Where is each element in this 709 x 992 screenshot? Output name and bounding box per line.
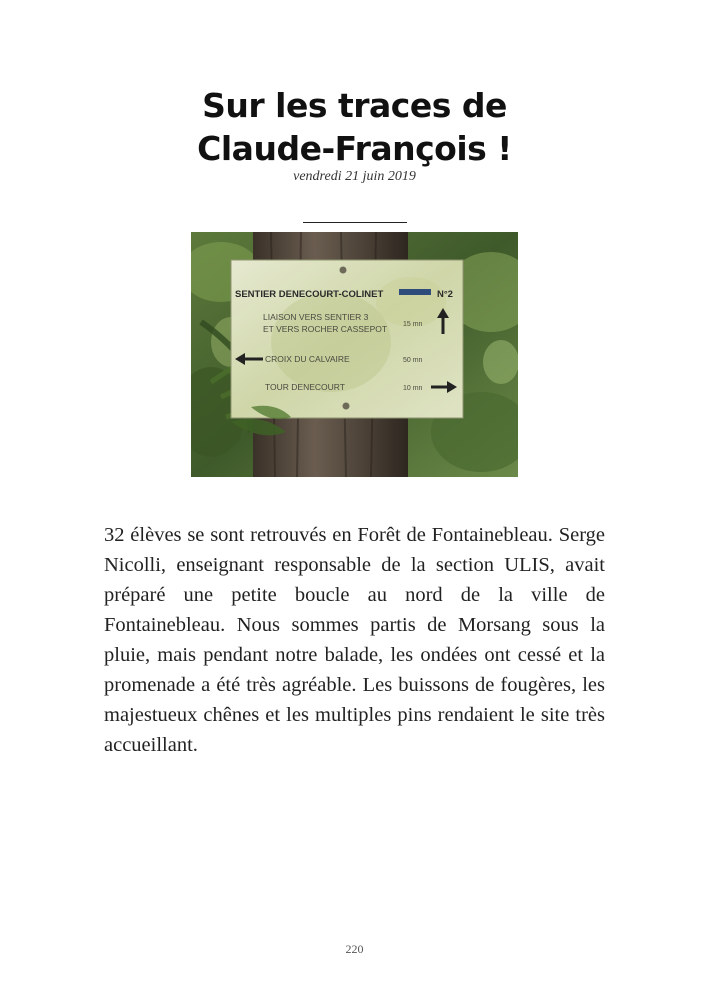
screw-top <box>340 267 347 274</box>
route2-label: CROIX DU CALVAIRE <box>265 354 350 364</box>
route1-line1: LIAISON VERS SENTIER 3 <box>263 312 369 322</box>
page-title <box>0 84 709 170</box>
title-line-1: Sur les traces de <box>202 86 507 125</box>
route3-label: TOUR DENECOURT <box>265 382 345 392</box>
article-paragraph: 32 élèves se sont retrouvés en Forêt de Fontainebleau. Serge Nicolli, enseignant responsable de la section ULIS, avait préparé une petite boucle au nord de la ville de Fontainebleau. Nous sommes partis de Morsang sous la pluie, mais pendant notre balade, les ondées ont cessé et la promenade a été très agréable. Les buissons de fougères, les majestueux chênes et les multiples pins rendaient le site très accueillant. <box>104 524 605 756</box>
route3-time: 10 mn <box>403 385 423 392</box>
trail-sign-photo <box>191 232 518 477</box>
title-line-2: Claude-François ! <box>197 129 512 168</box>
page-number: 220 <box>345 942 364 956</box>
route1-line2: ET VERS ROCHER CASSEPOT <box>263 324 388 334</box>
article-date: vendredi 21 juin 2019 <box>293 169 416 184</box>
blue-trail-mark <box>399 289 431 295</box>
route1-time: 15 mn <box>403 321 423 328</box>
sign-title: SENTIER DENECOURT-COLINET <box>235 289 384 300</box>
screw-bottom <box>343 403 350 410</box>
route2-time: 50 mn <box>403 357 423 364</box>
sign-number: N°2 <box>437 289 453 300</box>
title-divider <box>303 222 407 223</box>
